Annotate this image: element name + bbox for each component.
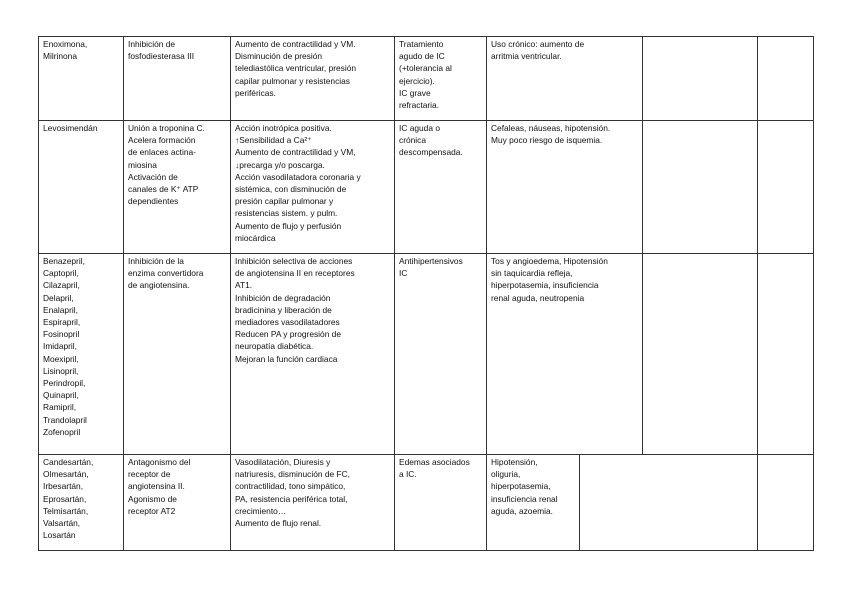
cell-text-line: Irbesartán, xyxy=(43,481,84,492)
cell-text-line: hiperpotasemia, xyxy=(491,481,551,492)
cell-text-line: Disminución de presión xyxy=(235,51,323,62)
cell-text-line: contractilidad, tono simpático, xyxy=(235,481,346,492)
indication-cell xyxy=(395,37,487,121)
cell-text-line: Vasodilatación, Diuresis y xyxy=(235,457,331,467)
cell-text-line: angiotensina II. xyxy=(128,481,185,492)
cell-text-line: Uso crónico: aumento de xyxy=(491,39,585,49)
empty-cell xyxy=(579,455,757,550)
cell-text-line: Moexipril, xyxy=(43,353,79,364)
cell-text-line: Losartán xyxy=(43,530,76,541)
cell-text-line: de angiotensina II en receptores xyxy=(235,268,355,279)
empty-cell xyxy=(643,254,758,455)
cell-text-line: mediadores vasodilatadores xyxy=(235,317,340,328)
empty-cell xyxy=(758,37,814,121)
cell-text-line: Aumento de flujo y perfusión xyxy=(235,220,342,231)
cell-text-line: crónica xyxy=(399,135,426,146)
cell-text-line: Valsartán, xyxy=(43,518,81,529)
effects-cell xyxy=(231,121,395,254)
effects-cell xyxy=(231,37,395,121)
cell-text-line: telediastólica ventricular, presión xyxy=(235,63,357,74)
cell-text-line: de angiotensina. xyxy=(128,280,190,291)
cell-text-line: Milrinona xyxy=(43,51,77,62)
mechanism-cell xyxy=(124,254,231,455)
cell-text-line: Perindropil, xyxy=(43,378,86,389)
cell-text-line: miocárdica xyxy=(235,232,276,243)
cell-text-line: Inhibición de xyxy=(128,39,176,49)
cell-text-line: receptor AT2 xyxy=(128,505,176,516)
cell-text-line: Quinapril, xyxy=(43,390,79,401)
cell-text-line: Aumento de flujo renal. xyxy=(235,518,322,529)
cell-text-line: Olmesartán, xyxy=(43,469,89,480)
cell-text-line: Agonismo de xyxy=(128,493,177,504)
cell-text-line: Levosimendán xyxy=(43,123,98,133)
cell-text-line: Candesartán, xyxy=(43,457,94,467)
cell-text-line: Reducen PA y progresión de xyxy=(235,329,341,340)
cell-text-line: Antihipertensivos xyxy=(399,256,463,266)
drug-names-cell xyxy=(39,121,124,254)
table-row xyxy=(39,455,814,551)
cell-text-line: presión capilar pulmonar y xyxy=(235,196,334,207)
drug-names-cell xyxy=(39,455,124,551)
cell-text-line: Mejoran la función cardiaca xyxy=(235,353,338,364)
cell-text-line: periféricas. xyxy=(235,87,276,98)
cell-text-line: natriuresis, disminución de FC, xyxy=(235,469,350,480)
cell-text-line: Inhibición de la xyxy=(128,256,184,266)
cell-text-line: (+tolerancia al xyxy=(399,63,452,74)
drug-names-cell xyxy=(39,254,124,455)
cell-text-line: renal aguda, neutropenia xyxy=(491,292,585,303)
cell-text-line: refractaria. xyxy=(399,100,440,111)
drug-table xyxy=(38,36,814,551)
drug-names-cell xyxy=(39,37,124,121)
cell-text-line: Enalapril, xyxy=(43,304,78,315)
cell-text-line: enzima convertidora xyxy=(128,268,204,279)
cell-text-line: Cilazapril, xyxy=(43,280,80,291)
cell-text-line: arritmia ventricular. xyxy=(491,51,562,62)
indication-cell xyxy=(395,455,487,551)
cell-text-line: Ramipril, xyxy=(43,402,77,413)
cell-text-line: Unión a troponina C. xyxy=(128,123,205,133)
cell-text-line: sistémica, con disminución de xyxy=(235,184,347,195)
cell-text-line: miosina xyxy=(128,159,157,170)
cell-text-line: Enoximona, xyxy=(43,39,88,49)
indication-cell xyxy=(395,254,487,455)
empty-cell xyxy=(758,455,814,551)
cell-text-line: receptor de xyxy=(128,469,171,480)
cell-text-line: Delapril, xyxy=(43,292,74,303)
empty-cell xyxy=(758,254,814,455)
effects-cell xyxy=(231,455,395,551)
cell-text-line: Muy poco riesgo de isquemia. xyxy=(491,135,603,146)
cell-text-line: Acción vasodilatadora coronaria y xyxy=(235,171,361,182)
cell-text-line: Aumento de contractilidad y VM, xyxy=(235,147,356,158)
cell-text-line: ejercicio). xyxy=(399,75,435,86)
cell-text-line: insuficiencia renal xyxy=(491,493,558,504)
cell-text-line: IC grave xyxy=(399,87,431,98)
indication-cell xyxy=(395,121,487,254)
cell-text-line: capilar pulmonar y resistencias xyxy=(235,75,350,86)
adverse-effects-cell xyxy=(487,254,643,455)
cell-text-line: canales de K⁺ ATP xyxy=(128,184,199,195)
cell-text-line: Eprosartán, xyxy=(43,493,87,504)
cell-text-line: IC xyxy=(399,268,408,279)
adverse-split-cell xyxy=(487,455,758,551)
cell-text-line: Telmisartán, xyxy=(43,505,89,516)
cell-text-line: Fosinopril xyxy=(43,329,80,340)
cell-text-line: ↓precarga y/o poscarga. xyxy=(235,159,325,170)
cell-text-line: Lisinopril, xyxy=(43,365,79,376)
cell-text-line: Imidapril, xyxy=(43,341,77,352)
cell-text-line: Inhibición selectiva de acciones xyxy=(235,256,353,266)
empty-cell xyxy=(758,121,814,254)
cell-text-line: Inhibición de degradación xyxy=(235,292,331,303)
cell-text-line: Hipotensión, xyxy=(491,457,538,467)
mechanism-cell xyxy=(124,37,231,121)
mechanism-cell xyxy=(124,455,231,551)
cell-text-line: Tratamiento xyxy=(399,39,444,49)
cell-text-line: Activación de xyxy=(128,171,178,182)
cell-text-line: Antagonismo del xyxy=(128,457,191,467)
cell-text-line: resistencias sistem. y pulm. xyxy=(235,208,338,219)
cell-text-line: AT1. xyxy=(235,280,253,291)
cell-text-line: oliguria, xyxy=(491,469,521,480)
cell-text-line: aguda, azoemia. xyxy=(491,505,553,516)
cell-text-line: Acelera formación xyxy=(128,135,196,146)
empty-cell xyxy=(643,121,758,254)
cell-text-line: Acción inotrópica positiva. xyxy=(235,123,332,133)
cell-text-line: fosfodiesterasa III xyxy=(128,51,195,62)
cell-text-line: Cefaleas, náuseas, hipotensión. xyxy=(491,123,611,133)
cell-text-line: Edemas asociados xyxy=(399,457,470,467)
cell-text-line: a IC. xyxy=(399,469,417,480)
table-row xyxy=(39,37,814,121)
cell-text-line: Captopril, xyxy=(43,268,79,279)
cell-text-line: bradicinina y liberación de xyxy=(235,304,332,315)
adverse-effects-cell xyxy=(487,37,643,121)
table-row xyxy=(39,121,814,254)
cell-text-line: sin taquicardia refleja, xyxy=(491,268,573,279)
mechanism-cell xyxy=(124,121,231,254)
cell-text-line: ↑Sensibilidad a Ca²⁺ xyxy=(235,135,312,146)
cell-text-line: PA, resistencia periférica total, xyxy=(235,493,348,504)
cell-text-line: hiperpotasemia, insuficiencia xyxy=(491,280,599,291)
cell-text-line: Benazepril, xyxy=(43,256,85,266)
cell-text-line: crecimiento… xyxy=(235,505,287,516)
cell-text-line: Tos y angioedema, Hipotensión xyxy=(491,256,608,266)
adverse-effects-cell xyxy=(487,455,579,550)
adverse-effects-cell xyxy=(487,121,643,254)
table-row xyxy=(39,254,814,455)
empty-cell xyxy=(643,37,758,121)
cell-text-line: agudo de IC xyxy=(399,51,445,62)
cell-text-line: Trandolapril xyxy=(43,414,87,425)
cell-text-line: Espirapril, xyxy=(43,317,81,328)
cell-text-line: Aumento de contractilidad y VM. xyxy=(235,39,356,49)
cell-text-line: de enlaces actina- xyxy=(128,147,196,158)
cell-text-line: neuropatía diabética. xyxy=(235,341,314,352)
cell-text-line: dependientes xyxy=(128,196,179,207)
cell-text-line: Zofenopril xyxy=(43,426,81,437)
effects-cell xyxy=(231,254,395,455)
cell-text-line: descompensada. xyxy=(399,147,463,158)
cell-text-line: IC aguda o xyxy=(399,123,440,133)
